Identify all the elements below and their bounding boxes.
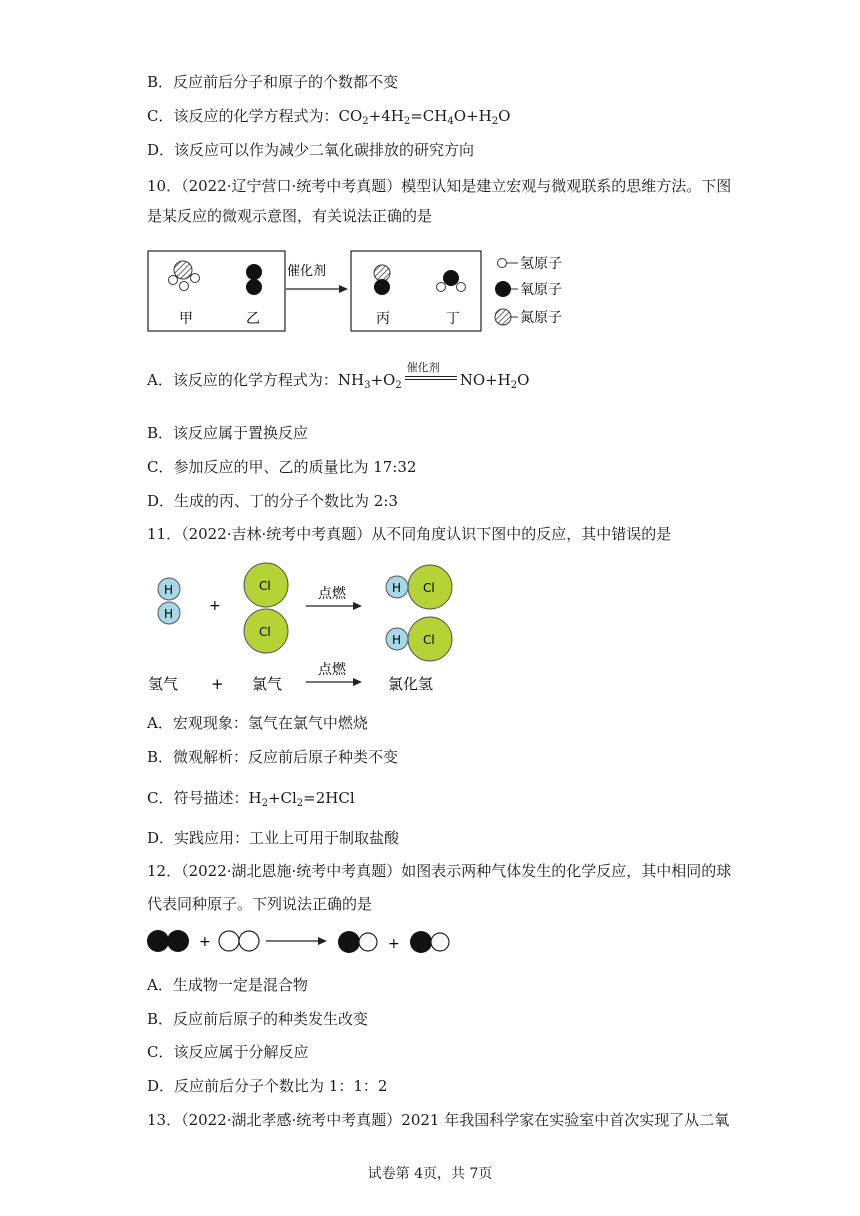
arrow-head	[318, 937, 327, 945]
q11-c-sub2: 2	[296, 798, 304, 809]
q9-c-sub3: 4	[447, 116, 454, 127]
legend-nitrogen-icon	[495, 309, 511, 325]
q9-c-sub4: 2	[491, 116, 499, 127]
page-footer: 试卷第 4页，共 7页	[367, 1166, 493, 1182]
q10-a-end2: O	[517, 371, 530, 389]
q9-option-c	[147, 106, 510, 126]
catalyst-equals	[405, 361, 457, 390]
q9-c-text: C．该反应的化学方程式为：CO	[147, 107, 363, 125]
q10-a-sub1: 3	[364, 380, 371, 391]
word-hydrogen: 氢气	[148, 675, 179, 693]
legend-oxygen-icon	[495, 281, 511, 297]
catalyst-over-label: 催化剂	[406, 361, 440, 374]
double-line	[405, 376, 457, 380]
hydrogen-atom	[180, 282, 189, 291]
label-yi: 乙	[246, 311, 260, 327]
arrow-head	[353, 602, 362, 610]
q9-c-text3: =CH	[410, 107, 448, 125]
white-atom	[219, 931, 239, 951]
q9-option-d: D．该反应可以作为减少二氧化碳排放的研究方向	[147, 141, 475, 159]
q9-c-text5: O	[498, 107, 511, 125]
black-atom	[410, 931, 432, 953]
q10-a-text: A．该反应的化学方程式为：	[147, 371, 338, 389]
q9-c-text2: +4H	[368, 107, 404, 125]
q12-option-a: A．生成物一定是混合物	[147, 976, 308, 994]
q10-option-c: C．参加反应的甲、乙的质量比为 17:32	[147, 458, 417, 476]
oxygen-atom	[374, 279, 390, 295]
h-label: H	[392, 581, 402, 595]
plus-sign: +	[209, 598, 221, 614]
q11-c-cl: +Cl	[267, 789, 297, 807]
hydrogen-atom	[437, 283, 446, 292]
nitrogen-atom	[174, 261, 192, 279]
cl-label: Cl	[259, 579, 271, 593]
q12-stem-line2: 代表同种原子。下列说法正确的是	[147, 895, 373, 913]
q9-c-sub2: 2	[403, 116, 411, 127]
q10-option-b: B．该反应属于置换反应	[147, 424, 309, 442]
q12-diagram	[140, 926, 470, 960]
legend-nitrogen: 氮原子	[520, 310, 562, 326]
q10-a-o: +O	[370, 371, 396, 389]
h-label: H	[392, 633, 402, 647]
plus-sign: +	[388, 936, 400, 952]
q11-diagram	[140, 560, 460, 700]
hydrogen-atom	[169, 276, 178, 285]
legend-hydrogen: 氢原子	[520, 256, 562, 272]
ignite-label: 点燃	[318, 586, 346, 602]
black-atom	[338, 931, 360, 953]
catalyst-label: 催化剂	[287, 264, 327, 279]
q11-option-c	[147, 788, 355, 808]
hydrogen-atom	[457, 283, 466, 292]
cl-label: Cl	[259, 625, 271, 639]
white-atom	[239, 931, 259, 951]
q10-stem-line1: 10．（2022·辽宁营口·统考中考真题）模型认知是建立宏观与微观联系的思维方法。下图	[147, 177, 732, 195]
q9-option-b: B．反应前后分子和原子的个数都不变	[147, 73, 399, 91]
q10-a-end: NO+H	[459, 371, 511, 389]
white-atom	[431, 933, 449, 951]
q11-c-end: =2HCl	[303, 789, 355, 807]
word-plus: +	[211, 675, 224, 693]
q9-c-text4: O+H	[453, 107, 492, 125]
word-ignite: 点燃	[318, 662, 346, 678]
q10-option-d: D．生成的丙、丁的分子个数比为 2:3	[147, 492, 398, 510]
q10-stem-line2: 是某反应的微观示意图，有关说法正确的是	[147, 207, 433, 225]
plus-sign: +	[199, 934, 211, 950]
legend-oxygen: 氧原子	[520, 282, 562, 298]
oxygen-atom	[246, 279, 262, 295]
black-atom	[167, 930, 189, 952]
q11-option-b: B．微观解析：反应前后原子种类不变	[147, 748, 399, 766]
q10-option-a	[147, 361, 530, 391]
cl-label: Cl	[423, 581, 435, 595]
label-bing: 丙	[376, 311, 390, 327]
q12-option-c: C．该反应属于分解反应	[147, 1043, 309, 1061]
legend-hydrogen-icon	[498, 259, 507, 268]
q12-option-d: D．反应前后分子个数比为 1：1：2	[147, 1077, 388, 1095]
q10-a-sub2: 2	[395, 380, 402, 391]
q9-c-sub1: 2	[362, 116, 369, 127]
oxygen-atom	[443, 270, 459, 286]
reactant-box	[148, 251, 285, 331]
label-jia: 甲	[179, 311, 193, 327]
q11-c-text: C．符号描述：	[147, 789, 249, 807]
black-atom	[147, 930, 169, 952]
q11-stem: 11．（2022·吉林·统考中考真题）从不同角度认识下图中的反应，其中错误的是	[147, 525, 672, 543]
q11-c-sub1: 2	[261, 798, 268, 809]
q11-option-a: A．宏观现象：氢气在氯气中燃烧	[147, 714, 368, 732]
arrow-head	[353, 678, 362, 686]
q11-option-d: D．实践应用：工业上可用于制取盐酸	[147, 829, 400, 847]
word-hcl: 氯化氢	[388, 675, 434, 693]
q11-c-h: H	[248, 789, 262, 807]
arrow-head	[339, 285, 348, 293]
cl-label: Cl	[423, 633, 435, 647]
q12-stem-line1: 12．（2022·湖北恩施·统考中考真题）如图表示两种气体发生的化学反应，其中相同的球	[147, 862, 732, 880]
q12-option-b: B．反应前后原子的种类发生改变	[147, 1010, 369, 1028]
word-chlorine: 氯气	[252, 675, 283, 693]
white-atom	[359, 933, 377, 951]
h-label: H	[164, 583, 174, 597]
q10-diagram	[140, 245, 600, 340]
q10-a-nh: NH	[337, 371, 365, 389]
h-label: H	[164, 607, 174, 621]
q13-stem-line1: 13．（2022·湖北孝感·统考中考真题）2021 年我国科学家在实验室中首次实现了从二氧	[147, 1111, 730, 1129]
oxygen-atom	[246, 264, 262, 280]
hydrogen-atom	[191, 274, 200, 283]
nitrogen-atom	[374, 265, 390, 281]
q10-a-sub3: 2	[510, 380, 518, 391]
label-ding: 丁	[446, 311, 460, 327]
